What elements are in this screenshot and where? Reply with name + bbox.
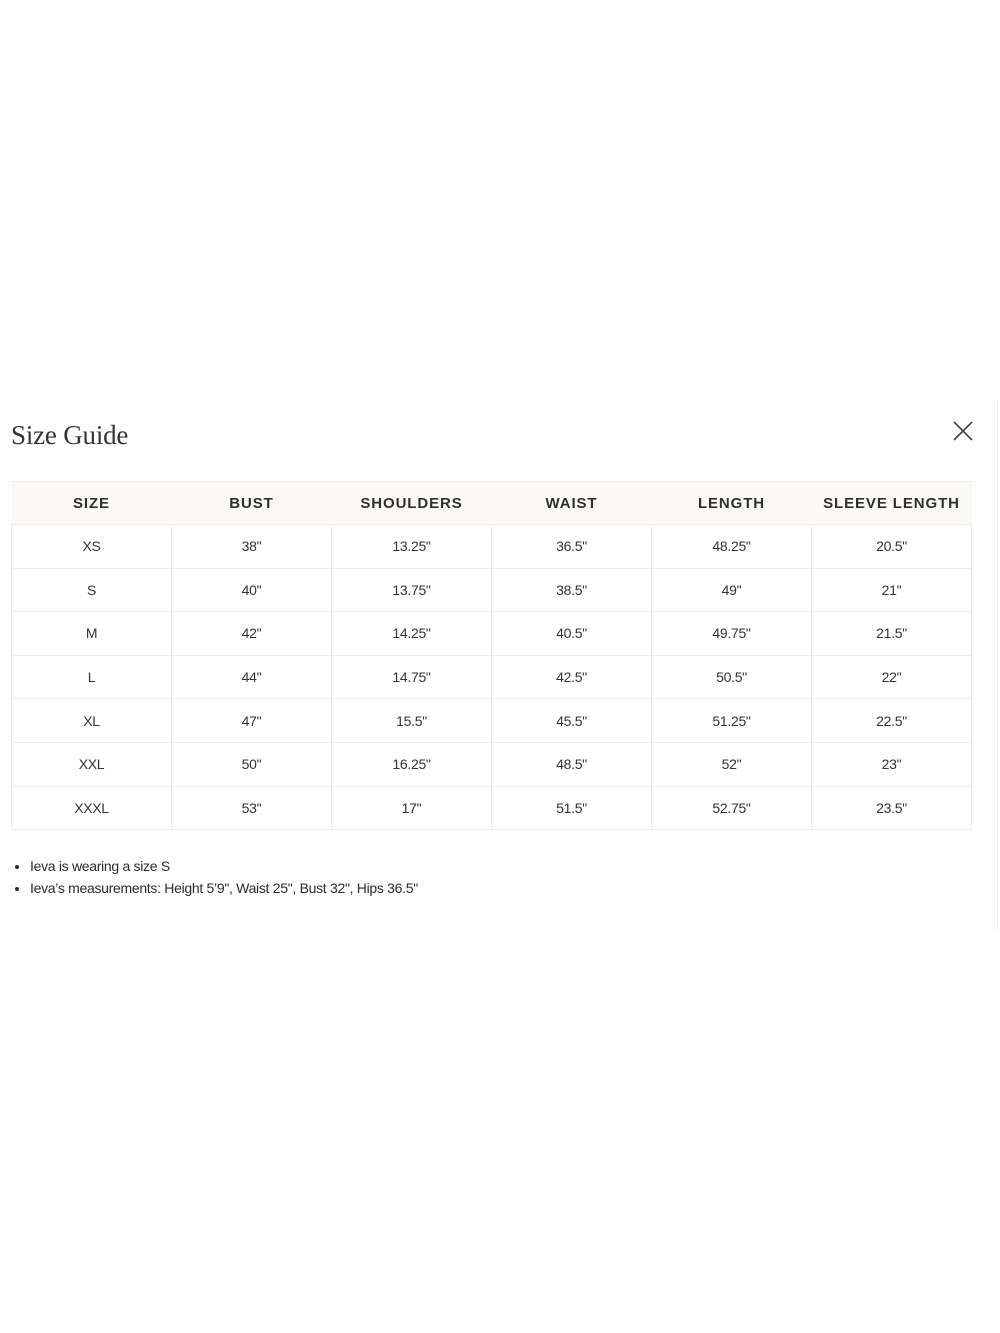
model-measurements-note: • Ieva’s measurements: Height 5’9", Waist 25", Bust 32", Hips 36.5": [30, 877, 418, 899]
table-row: [12, 525, 972, 569]
header-size: SIZE: [12, 482, 172, 525]
table-cell: 22.5": [812, 699, 972, 743]
table-cell: 13.25": [332, 525, 492, 569]
table-cell: L: [12, 655, 172, 699]
table-header-row: [12, 482, 972, 525]
table-cell: 20.5": [812, 525, 972, 569]
table-cell: 21.5": [812, 612, 972, 656]
table-cell: S: [12, 568, 172, 612]
modal-title: Size Guide: [11, 420, 129, 450]
table-cell: 51.25": [652, 699, 812, 743]
table-cell: 53": [172, 786, 332, 830]
table-cell: 48.5": [492, 742, 652, 786]
table-cell: XXL: [12, 742, 172, 786]
table-row: [12, 568, 972, 612]
scrollbar-edge: [997, 400, 998, 930]
table-cell: 14.75": [332, 655, 492, 699]
close-button[interactable]: [950, 418, 976, 444]
model-size-note: • Ieva is wearing a size S: [30, 855, 418, 877]
table-cell: 40.5": [492, 612, 652, 656]
table-cell: M: [12, 612, 172, 656]
table-row: [12, 786, 972, 830]
table-cell: 48.25": [652, 525, 812, 569]
table-cell: 49": [652, 568, 812, 612]
header-length: LENGTH: [652, 482, 812, 525]
size-guide-modal: [0, 400, 1000, 920]
header-shoulders: SHOULDERS: [332, 482, 492, 525]
table-cell: 21": [812, 568, 972, 612]
header-waist: WAIST: [492, 482, 652, 525]
header-sleeve-length: SLEEVE LENGTH: [812, 482, 972, 525]
close-icon: [950, 418, 976, 444]
table-cell: 50": [172, 742, 332, 786]
table-cell: 49.75": [652, 612, 812, 656]
table-cell: XS: [12, 525, 172, 569]
table-cell: 45.5": [492, 699, 652, 743]
table-cell: 52": [652, 742, 812, 786]
table-cell: 36.5": [492, 525, 652, 569]
model-notes-list: [11, 855, 418, 899]
table-row: [12, 742, 972, 786]
table-cell: 52.75": [652, 786, 812, 830]
table-cell: 23": [812, 742, 972, 786]
table-cell: 50.5": [652, 655, 812, 699]
table-cell: XXXL: [12, 786, 172, 830]
table-cell: 51.5": [492, 786, 652, 830]
header-bust: BUST: [172, 482, 332, 525]
table-cell: 38.5": [492, 568, 652, 612]
table-row: [12, 655, 972, 699]
table-cell: 42.5": [492, 655, 652, 699]
table-cell: 47": [172, 699, 332, 743]
table-cell: 22": [812, 655, 972, 699]
table-cell: 15.5": [332, 699, 492, 743]
table-cell: 38": [172, 525, 332, 569]
table-cell: 23.5": [812, 786, 972, 830]
size-table: [11, 481, 972, 830]
table-cell: 14.25": [332, 612, 492, 656]
table-row: [12, 612, 972, 656]
table-cell: 40": [172, 568, 332, 612]
table-cell: 44": [172, 655, 332, 699]
table-cell: XL: [12, 699, 172, 743]
table-cell: 42": [172, 612, 332, 656]
table-cell: 17": [332, 786, 492, 830]
table-cell: 16.25": [332, 742, 492, 786]
table-row: [12, 699, 972, 743]
table-cell: 13.75": [332, 568, 492, 612]
